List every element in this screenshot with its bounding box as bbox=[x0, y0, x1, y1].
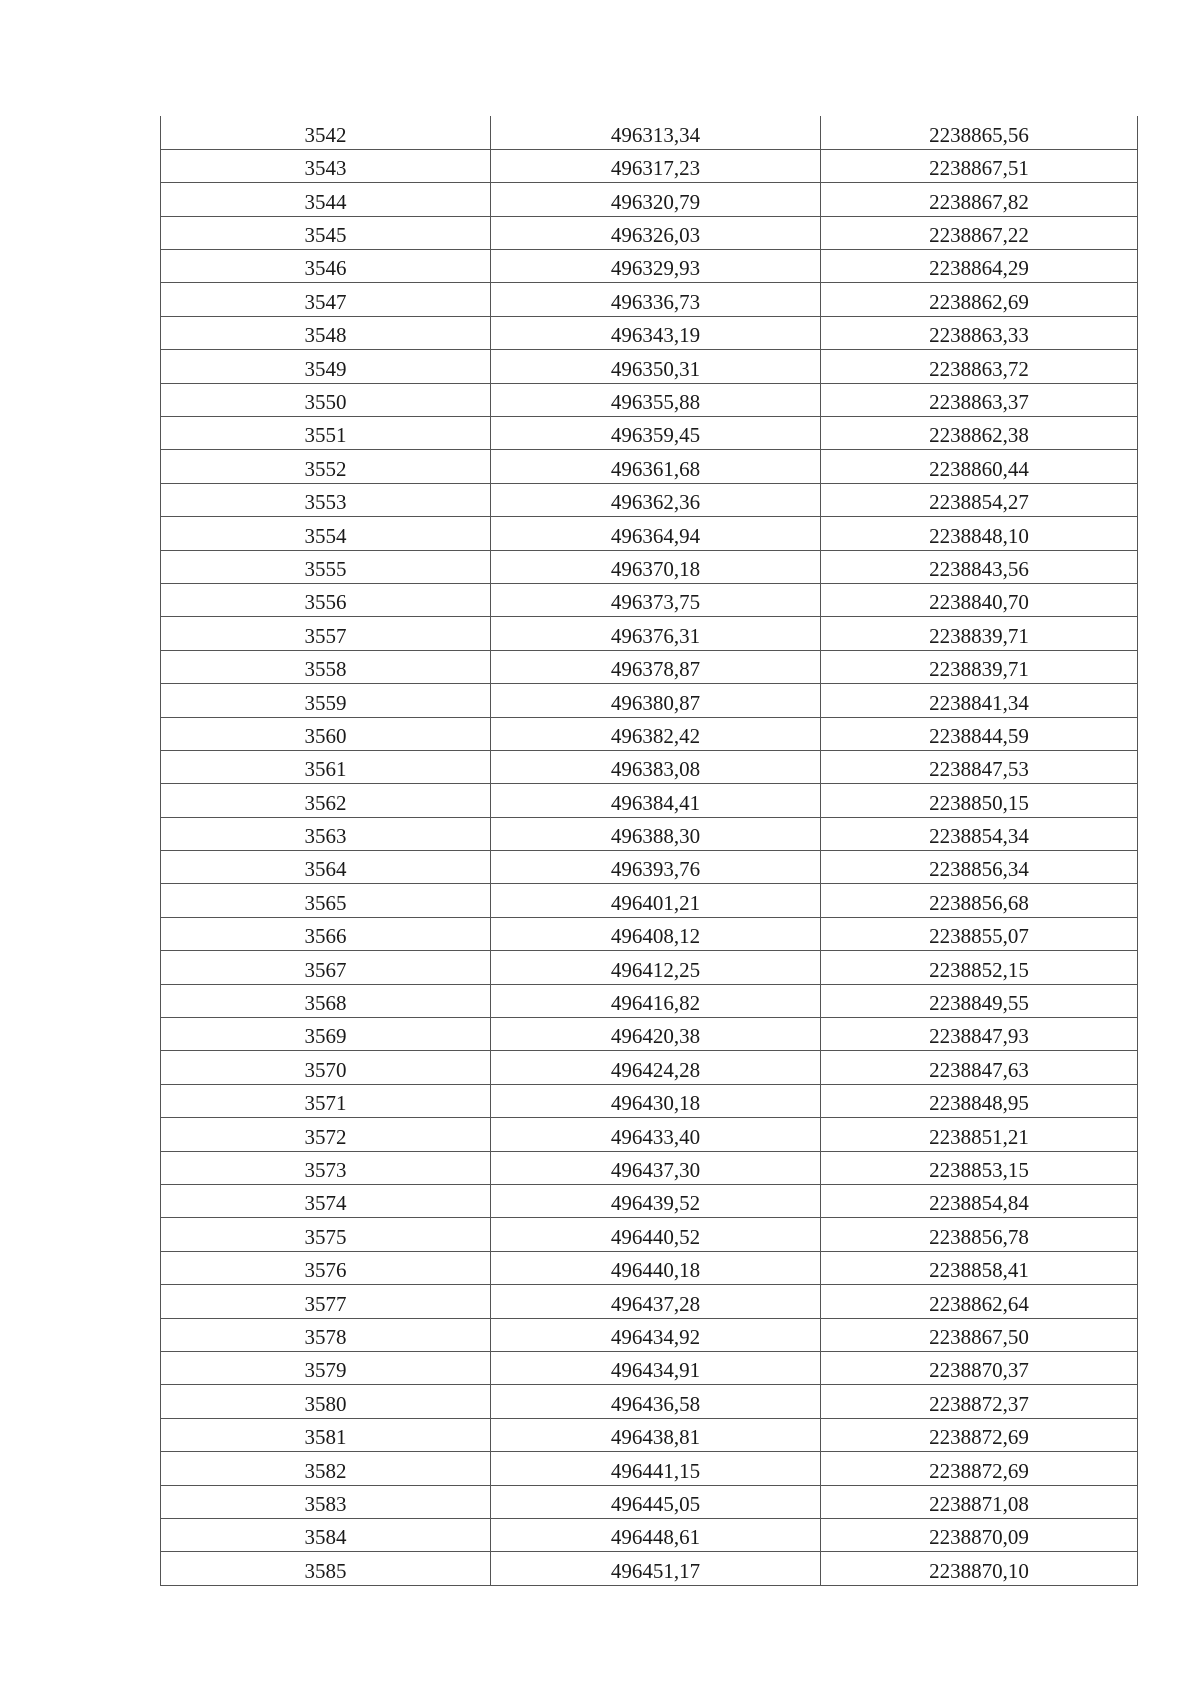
y-coordinate-cell: 2238862,38 bbox=[821, 417, 1138, 450]
y-coordinate-cell: 2238839,71 bbox=[821, 617, 1138, 650]
point-number-cell: 3571 bbox=[161, 1084, 491, 1117]
y-coordinate-cell: 2238867,51 bbox=[821, 149, 1138, 182]
table-row bbox=[161, 1218, 1138, 1251]
point-number-cell: 3582 bbox=[161, 1452, 491, 1485]
x-coordinate-cell: 496376,31 bbox=[491, 617, 821, 650]
table-row bbox=[161, 1285, 1138, 1318]
point-number-cell: 3569 bbox=[161, 1018, 491, 1051]
table-row bbox=[161, 1485, 1138, 1518]
y-coordinate-cell: 2238870,09 bbox=[821, 1518, 1138, 1551]
coordinates-table bbox=[160, 116, 1138, 1586]
point-number-cell: 3557 bbox=[161, 617, 491, 650]
table-row bbox=[161, 917, 1138, 950]
x-coordinate-cell: 496373,75 bbox=[491, 583, 821, 616]
table-row bbox=[161, 1018, 1138, 1051]
y-coordinate-cell: 2238847,63 bbox=[821, 1051, 1138, 1084]
table-row bbox=[161, 1051, 1138, 1084]
table-row bbox=[161, 316, 1138, 349]
y-coordinate-cell: 2238863,33 bbox=[821, 316, 1138, 349]
x-coordinate-cell: 496434,91 bbox=[491, 1351, 821, 1384]
x-coordinate-cell: 496439,52 bbox=[491, 1185, 821, 1218]
y-coordinate-cell: 2238848,10 bbox=[821, 517, 1138, 550]
point-number-cell: 3551 bbox=[161, 417, 491, 450]
point-number-cell: 3552 bbox=[161, 450, 491, 483]
point-number-cell: 3583 bbox=[161, 1485, 491, 1518]
table-row bbox=[161, 1518, 1138, 1551]
point-number-cell: 3565 bbox=[161, 884, 491, 917]
table-row bbox=[161, 116, 1138, 149]
y-coordinate-cell: 2238850,15 bbox=[821, 784, 1138, 817]
point-number-cell: 3560 bbox=[161, 717, 491, 750]
point-number-cell: 3558 bbox=[161, 650, 491, 683]
y-coordinate-cell: 2238852,15 bbox=[821, 951, 1138, 984]
x-coordinate-cell: 496384,41 bbox=[491, 784, 821, 817]
y-coordinate-cell: 2238865,56 bbox=[821, 116, 1138, 149]
x-coordinate-cell: 496320,79 bbox=[491, 183, 821, 216]
y-coordinate-cell: 2238872,37 bbox=[821, 1385, 1138, 1418]
x-coordinate-cell: 496313,34 bbox=[491, 116, 821, 149]
point-number-cell: 3581 bbox=[161, 1418, 491, 1451]
y-coordinate-cell: 2238856,34 bbox=[821, 851, 1138, 884]
y-coordinate-cell: 2238864,29 bbox=[821, 250, 1138, 283]
table-row bbox=[161, 283, 1138, 316]
point-number-cell: 3555 bbox=[161, 550, 491, 583]
y-coordinate-cell: 2238862,69 bbox=[821, 283, 1138, 316]
table-row bbox=[161, 1251, 1138, 1284]
x-coordinate-cell: 496401,21 bbox=[491, 884, 821, 917]
point-number-cell: 3559 bbox=[161, 684, 491, 717]
y-coordinate-cell: 2238839,71 bbox=[821, 650, 1138, 683]
point-number-cell: 3550 bbox=[161, 383, 491, 416]
table-row bbox=[161, 1151, 1138, 1184]
x-coordinate-cell: 496437,30 bbox=[491, 1151, 821, 1184]
point-number-cell: 3585 bbox=[161, 1552, 491, 1585]
table-row bbox=[161, 1118, 1138, 1151]
point-number-cell: 3543 bbox=[161, 149, 491, 182]
point-number-cell: 3556 bbox=[161, 583, 491, 616]
x-coordinate-cell: 496359,45 bbox=[491, 417, 821, 450]
x-coordinate-cell: 496448,61 bbox=[491, 1518, 821, 1551]
point-number-cell: 3578 bbox=[161, 1318, 491, 1351]
table-row bbox=[161, 750, 1138, 783]
point-number-cell: 3570 bbox=[161, 1051, 491, 1084]
table-row bbox=[161, 417, 1138, 450]
point-number-cell: 3548 bbox=[161, 316, 491, 349]
table-row bbox=[161, 1452, 1138, 1485]
x-coordinate-cell: 496430,18 bbox=[491, 1084, 821, 1117]
table-row bbox=[161, 1084, 1138, 1117]
y-coordinate-cell: 2238843,56 bbox=[821, 550, 1138, 583]
x-coordinate-cell: 496436,58 bbox=[491, 1385, 821, 1418]
point-number-cell: 3580 bbox=[161, 1385, 491, 1418]
point-number-cell: 3564 bbox=[161, 851, 491, 884]
table-row bbox=[161, 383, 1138, 416]
x-coordinate-cell: 496364,94 bbox=[491, 517, 821, 550]
y-coordinate-cell: 2238851,21 bbox=[821, 1118, 1138, 1151]
point-number-cell: 3574 bbox=[161, 1185, 491, 1218]
y-coordinate-cell: 2238867,22 bbox=[821, 216, 1138, 249]
y-coordinate-cell: 2238856,78 bbox=[821, 1218, 1138, 1251]
y-coordinate-cell: 2238863,72 bbox=[821, 350, 1138, 383]
table-row bbox=[161, 851, 1138, 884]
y-coordinate-cell: 2238847,93 bbox=[821, 1018, 1138, 1051]
x-coordinate-cell: 496343,19 bbox=[491, 316, 821, 349]
x-coordinate-cell: 496382,42 bbox=[491, 717, 821, 750]
y-coordinate-cell: 2238844,59 bbox=[821, 717, 1138, 750]
y-coordinate-cell: 2238854,27 bbox=[821, 483, 1138, 516]
y-coordinate-cell: 2238853,15 bbox=[821, 1151, 1138, 1184]
x-coordinate-cell: 496420,38 bbox=[491, 1018, 821, 1051]
table-row bbox=[161, 250, 1138, 283]
y-coordinate-cell: 2238867,82 bbox=[821, 183, 1138, 216]
x-coordinate-cell: 496440,52 bbox=[491, 1218, 821, 1251]
table-row bbox=[161, 951, 1138, 984]
x-coordinate-cell: 496370,18 bbox=[491, 550, 821, 583]
point-number-cell: 3563 bbox=[161, 817, 491, 850]
y-coordinate-cell: 2238855,07 bbox=[821, 917, 1138, 950]
x-coordinate-cell: 496440,18 bbox=[491, 1251, 821, 1284]
x-coordinate-cell: 496424,28 bbox=[491, 1051, 821, 1084]
point-number-cell: 3568 bbox=[161, 984, 491, 1017]
y-coordinate-cell: 2238840,70 bbox=[821, 583, 1138, 616]
y-coordinate-cell: 2238847,53 bbox=[821, 750, 1138, 783]
x-coordinate-cell: 496361,68 bbox=[491, 450, 821, 483]
y-coordinate-cell: 2238870,37 bbox=[821, 1351, 1138, 1384]
y-coordinate-cell: 2238872,69 bbox=[821, 1452, 1138, 1485]
table-row bbox=[161, 784, 1138, 817]
x-coordinate-cell: 496350,31 bbox=[491, 350, 821, 383]
table-row bbox=[161, 717, 1138, 750]
point-number-cell: 3542 bbox=[161, 116, 491, 149]
point-number-cell: 3567 bbox=[161, 951, 491, 984]
point-number-cell: 3576 bbox=[161, 1251, 491, 1284]
point-number-cell: 3584 bbox=[161, 1518, 491, 1551]
point-number-cell: 3575 bbox=[161, 1218, 491, 1251]
table-row bbox=[161, 1318, 1138, 1351]
point-number-cell: 3549 bbox=[161, 350, 491, 383]
table-row bbox=[161, 1552, 1138, 1585]
point-number-cell: 3566 bbox=[161, 917, 491, 950]
x-coordinate-cell: 496445,05 bbox=[491, 1485, 821, 1518]
table-row bbox=[161, 684, 1138, 717]
y-coordinate-cell: 2238854,34 bbox=[821, 817, 1138, 850]
table-row bbox=[161, 984, 1138, 1017]
table-row bbox=[161, 1418, 1138, 1451]
y-coordinate-cell: 2238841,34 bbox=[821, 684, 1138, 717]
y-coordinate-cell: 2238862,64 bbox=[821, 1285, 1138, 1318]
y-coordinate-cell: 2238856,68 bbox=[821, 884, 1138, 917]
x-coordinate-cell: 496438,81 bbox=[491, 1418, 821, 1451]
y-coordinate-cell: 2238860,44 bbox=[821, 450, 1138, 483]
x-coordinate-cell: 496451,17 bbox=[491, 1552, 821, 1585]
table-row bbox=[161, 817, 1138, 850]
x-coordinate-cell: 496393,76 bbox=[491, 851, 821, 884]
x-coordinate-cell: 496380,87 bbox=[491, 684, 821, 717]
point-number-cell: 3562 bbox=[161, 784, 491, 817]
table-row bbox=[161, 884, 1138, 917]
point-number-cell: 3544 bbox=[161, 183, 491, 216]
y-coordinate-cell: 2238871,08 bbox=[821, 1485, 1138, 1518]
point-number-cell: 3554 bbox=[161, 517, 491, 550]
x-coordinate-cell: 496441,15 bbox=[491, 1452, 821, 1485]
x-coordinate-cell: 496433,40 bbox=[491, 1118, 821, 1151]
x-coordinate-cell: 496336,73 bbox=[491, 283, 821, 316]
x-coordinate-cell: 496329,93 bbox=[491, 250, 821, 283]
table-row bbox=[161, 149, 1138, 182]
x-coordinate-cell: 496362,36 bbox=[491, 483, 821, 516]
x-coordinate-cell: 496412,25 bbox=[491, 951, 821, 984]
table-row bbox=[161, 650, 1138, 683]
table-row bbox=[161, 183, 1138, 216]
point-number-cell: 3579 bbox=[161, 1351, 491, 1384]
y-coordinate-cell: 2238872,69 bbox=[821, 1418, 1138, 1451]
y-coordinate-cell: 2238863,37 bbox=[821, 383, 1138, 416]
table-row bbox=[161, 1385, 1138, 1418]
table-row bbox=[161, 517, 1138, 550]
table-row bbox=[161, 1185, 1138, 1218]
point-number-cell: 3553 bbox=[161, 483, 491, 516]
x-coordinate-cell: 496416,82 bbox=[491, 984, 821, 1017]
x-coordinate-cell: 496434,92 bbox=[491, 1318, 821, 1351]
point-number-cell: 3573 bbox=[161, 1151, 491, 1184]
y-coordinate-cell: 2238849,55 bbox=[821, 984, 1138, 1017]
x-coordinate-cell: 496326,03 bbox=[491, 216, 821, 249]
x-coordinate-cell: 496437,28 bbox=[491, 1285, 821, 1318]
y-coordinate-cell: 2238870,10 bbox=[821, 1552, 1138, 1585]
x-coordinate-cell: 496388,30 bbox=[491, 817, 821, 850]
table-row bbox=[161, 583, 1138, 616]
point-number-cell: 3547 bbox=[161, 283, 491, 316]
y-coordinate-cell: 2238848,95 bbox=[821, 1084, 1138, 1117]
x-coordinate-cell: 496383,08 bbox=[491, 750, 821, 783]
point-number-cell: 3546 bbox=[161, 250, 491, 283]
table-row bbox=[161, 350, 1138, 383]
point-number-cell: 3572 bbox=[161, 1118, 491, 1151]
table-row bbox=[161, 483, 1138, 516]
x-coordinate-cell: 496317,23 bbox=[491, 149, 821, 182]
point-number-cell: 3577 bbox=[161, 1285, 491, 1318]
coordinates-table-body bbox=[161, 116, 1138, 1585]
y-coordinate-cell: 2238867,50 bbox=[821, 1318, 1138, 1351]
table-row bbox=[161, 450, 1138, 483]
x-coordinate-cell: 496378,87 bbox=[491, 650, 821, 683]
y-coordinate-cell: 2238858,41 bbox=[821, 1251, 1138, 1284]
table-row bbox=[161, 550, 1138, 583]
point-number-cell: 3561 bbox=[161, 750, 491, 783]
y-coordinate-cell: 2238854,84 bbox=[821, 1185, 1138, 1218]
x-coordinate-cell: 496408,12 bbox=[491, 917, 821, 950]
table-row bbox=[161, 1351, 1138, 1384]
x-coordinate-cell: 496355,88 bbox=[491, 383, 821, 416]
table-row bbox=[161, 216, 1138, 249]
point-number-cell: 3545 bbox=[161, 216, 491, 249]
table-row bbox=[161, 617, 1138, 650]
